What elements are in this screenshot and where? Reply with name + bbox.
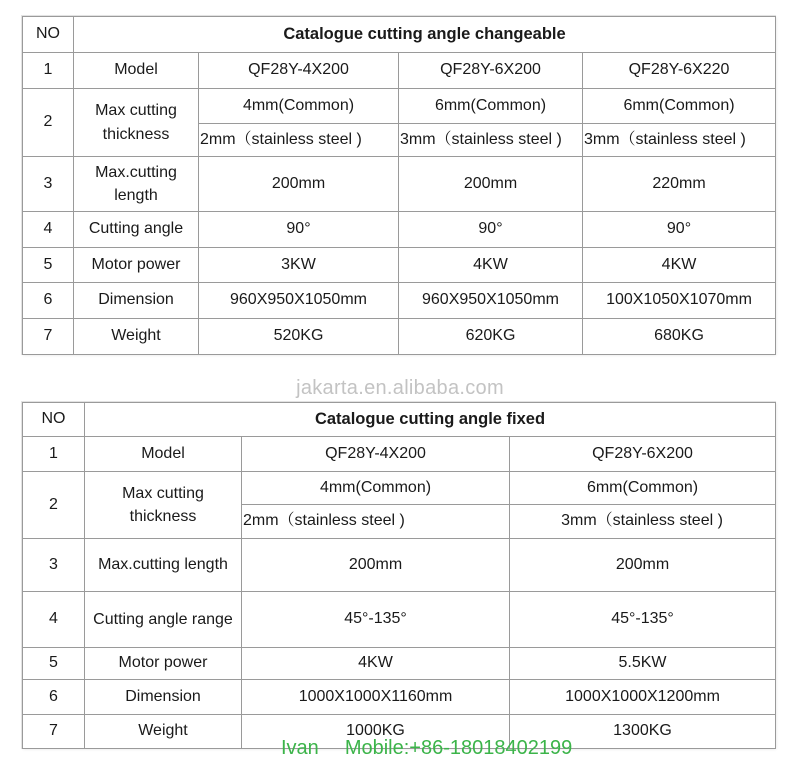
cell-value: 45°-135°	[242, 592, 510, 648]
cell-value: 5.5KW	[510, 648, 776, 680]
cell-value: 6mm(Common)	[510, 472, 776, 505]
cell-value: 6mm(Common)	[583, 89, 776, 124]
cell-value: 4KW	[242, 648, 510, 680]
table-row	[23, 157, 776, 212]
table-row	[23, 319, 776, 355]
cell-value: 1000KG	[242, 715, 510, 749]
cell-value: 200mm	[510, 539, 776, 592]
table-row	[23, 212, 776, 248]
row-number: 3	[23, 157, 74, 212]
table-row	[23, 539, 776, 592]
table-title: Catalogue cutting angle fixed	[85, 403, 776, 437]
cell-value: 960X950X1050mm	[399, 283, 583, 319]
table-row	[23, 283, 776, 319]
row-number: 6	[23, 680, 85, 715]
row-number: 2	[23, 89, 74, 157]
cell-value: 520KG	[199, 319, 399, 355]
row-number: 5	[23, 648, 85, 680]
table-row	[23, 89, 776, 124]
cell-value: QF28Y-4X200	[199, 53, 399, 89]
cell-value: 4KW	[583, 248, 776, 283]
row-number: 4	[23, 212, 74, 248]
row-label: Max cutting thickness	[74, 89, 199, 157]
cell-value: 960X950X1050mm	[199, 283, 399, 319]
row-label: Weight	[85, 715, 242, 749]
cell-value: 3mm（stainless steel )	[510, 505, 776, 539]
row-label: Model	[74, 53, 199, 89]
table-row	[23, 53, 776, 89]
cell-value: 200mm	[199, 157, 399, 212]
contact-name: Ivan	[281, 737, 319, 759]
cell-value: 6mm(Common)	[399, 89, 583, 124]
cell-value: 1000X1000X1160mm	[242, 680, 510, 715]
cell-value: 1000X1000X1200mm	[510, 680, 776, 715]
table-row	[23, 680, 776, 715]
cell-value: 200mm	[399, 157, 583, 212]
cell-value: QF28Y-4X200	[242, 437, 510, 472]
watermark-text: jakarta.en.alibaba.com	[296, 377, 504, 399]
table-row	[23, 648, 776, 680]
row-label: Dimension	[74, 283, 199, 319]
table-row	[23, 472, 776, 505]
cell-value: QF28Y-6X200	[399, 53, 583, 89]
no-header: NO	[23, 17, 74, 53]
cell-value: QF28Y-6X200	[510, 437, 776, 472]
cell-value: 200mm	[242, 539, 510, 592]
cell-value: 45°-135°	[510, 592, 776, 648]
row-label: Max cutting thickness	[85, 472, 242, 539]
table-header-row	[23, 17, 776, 53]
row-number: 3	[23, 539, 85, 592]
cell-value: 620KG	[399, 319, 583, 355]
cell-value: 100X1050X1070mm	[583, 283, 776, 319]
table-row	[23, 592, 776, 648]
cell-value: 3KW	[199, 248, 399, 283]
cell-value: 90°	[583, 212, 776, 248]
table-title: Catalogue cutting angle changeable	[74, 17, 776, 53]
cell-value: 1300KG	[510, 715, 776, 749]
row-number: 2	[23, 472, 85, 539]
cell-value: 680KG	[583, 319, 776, 355]
table-row	[23, 248, 776, 283]
table-row	[23, 437, 776, 472]
row-number: 7	[23, 715, 85, 749]
spec-table-changeable	[22, 16, 775, 354]
cell-value: 2mm（stainless steel )	[242, 505, 510, 539]
contact-overlay	[281, 737, 572, 760]
row-label: Cutting angle	[74, 212, 199, 248]
cell-value: 90°	[399, 212, 583, 248]
spec-table-fixed	[22, 402, 775, 748]
row-number: 4	[23, 592, 85, 648]
row-label: Max.cutting length	[74, 157, 199, 212]
cell-value: 90°	[199, 212, 399, 248]
row-label: Motor power	[85, 648, 242, 680]
row-label: Weight	[74, 319, 199, 355]
row-number: 1	[23, 437, 85, 472]
row-label: Model	[85, 437, 242, 472]
cell-value: 3mm（stainless steel )	[399, 124, 583, 157]
cell-value: 4mm(Common)	[242, 472, 510, 505]
no-header: NO	[23, 403, 85, 437]
cell-value: QF28Y-6X220	[583, 53, 776, 89]
cell-value: 4mm(Common)	[199, 89, 399, 124]
row-label: Cutting angle range	[85, 592, 242, 648]
row-label: Dimension	[85, 680, 242, 715]
row-number: 1	[23, 53, 74, 89]
cell-value: 220mm	[583, 157, 776, 212]
row-label: Max.cutting length	[85, 539, 242, 592]
row-number: 6	[23, 283, 74, 319]
row-number: 5	[23, 248, 74, 283]
cell-value: 2mm（stainless steel )	[199, 124, 399, 157]
row-number: 7	[23, 319, 74, 355]
cell-value: 4KW	[399, 248, 583, 283]
table-header-row	[23, 403, 776, 437]
cell-value: 3mm（stainless steel )	[583, 124, 776, 157]
contact-mobile: Mobile:+86-18018402199	[344, 737, 573, 759]
row-label: Motor power	[74, 248, 199, 283]
